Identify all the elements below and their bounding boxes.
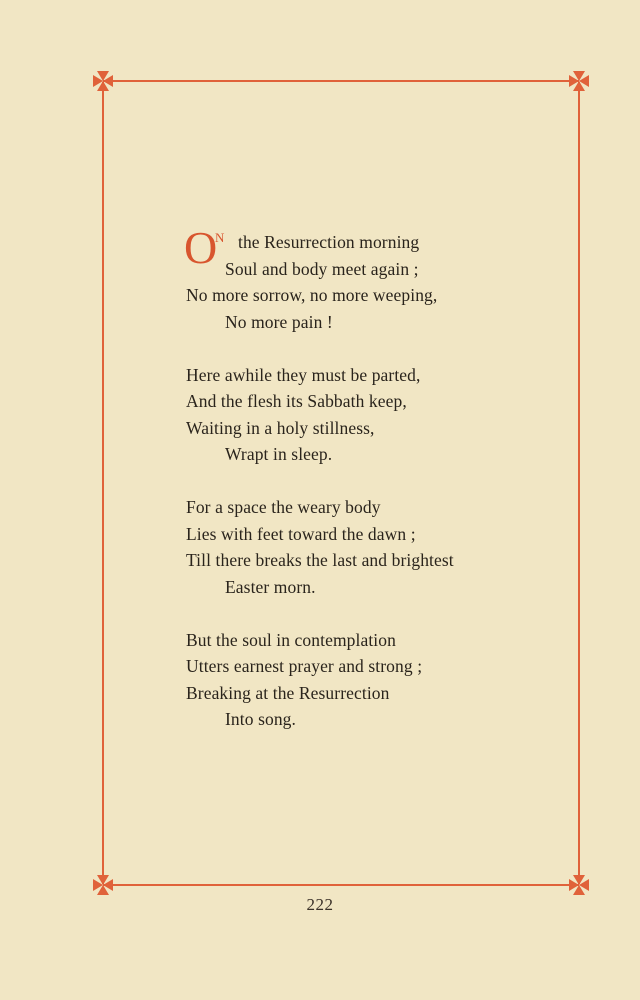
poem-line: But the soul in contemplation bbox=[186, 629, 396, 650]
maltese-cross-icon bbox=[568, 70, 590, 92]
poem-line: Into song. bbox=[225, 709, 296, 729]
drop-cap-small: N bbox=[215, 230, 225, 245]
border-top bbox=[103, 80, 579, 82]
poem-line: No more pain ! bbox=[225, 311, 333, 332]
poem-line-text: the Resurrection morning bbox=[238, 232, 420, 252]
stanza bbox=[186, 362, 566, 468]
poem-line: Till there breaks the last and brightest bbox=[186, 550, 454, 570]
poem-line: Breaking at the Resurrection bbox=[186, 682, 390, 703]
poem-line: Utters earnest prayer and strong ; bbox=[186, 656, 423, 676]
drop-cap: O bbox=[184, 222, 218, 273]
poem-line: Waiting in a holy stillness, bbox=[186, 417, 375, 438]
page-number: 222 bbox=[306, 895, 334, 914]
poem bbox=[184, 222, 566, 759]
poem-line: And the flesh its Sabbath keep, bbox=[186, 391, 407, 411]
stanza bbox=[184, 222, 566, 335]
border-left bbox=[102, 82, 104, 884]
stanza bbox=[186, 627, 566, 733]
border-right bbox=[578, 82, 580, 884]
maltese-cross-icon bbox=[568, 874, 590, 896]
poem-line: Here awhile they must be parted, bbox=[186, 364, 421, 385]
maltese-cross-icon bbox=[92, 874, 114, 896]
border-bottom bbox=[103, 884, 579, 886]
poem-line: Easter morn. bbox=[225, 576, 316, 597]
poem-line: Soul and body meet again ; bbox=[225, 258, 419, 279]
poem-line: Wrapt in sleep. bbox=[225, 444, 333, 464]
poem-line: Lies with feet toward the dawn ; bbox=[186, 523, 416, 544]
maltese-cross-icon bbox=[92, 70, 114, 92]
poem-line: No more sorrow, no more weeping, bbox=[186, 285, 438, 305]
poem-line: For a space the weary body bbox=[186, 497, 381, 517]
stanza bbox=[186, 494, 566, 600]
